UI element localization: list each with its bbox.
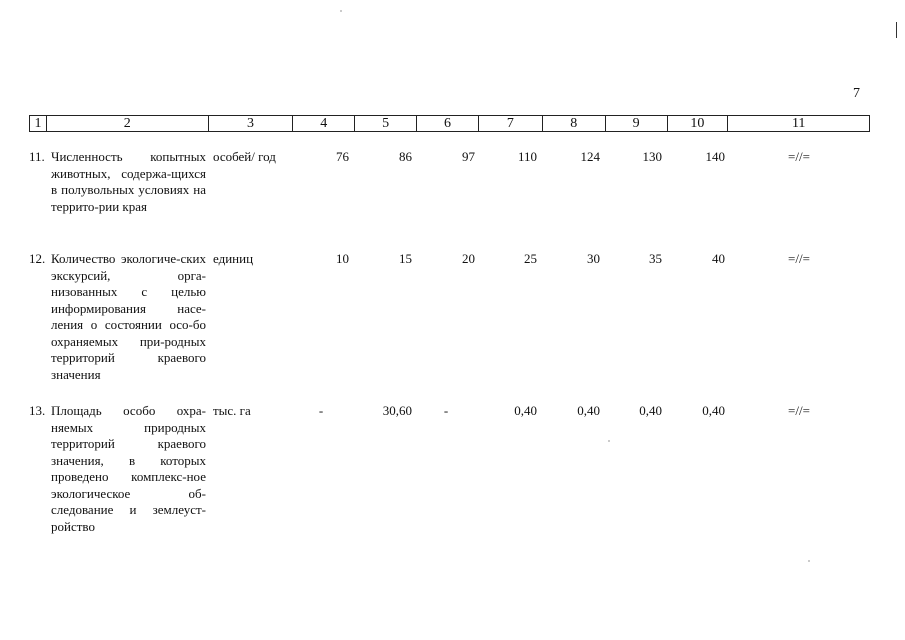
value-col-10: 40	[712, 251, 725, 266]
header-col-9: 9	[606, 116, 668, 131]
scan-speck	[808, 560, 810, 562]
value-col-11: =//=	[788, 403, 810, 418]
header-col-2: 2	[47, 116, 209, 131]
value-col-7: 110	[517, 149, 537, 164]
row-unit: единиц	[213, 251, 254, 266]
row-number: 13.	[29, 403, 46, 418]
row-description: Количество экологиче-ских экскурсий, орга-низованных с целью информирования насе-ления о состоянии осо-бо охраняемых при-родных территорий краевого значения	[51, 251, 206, 382]
row-description: Площадь особо охра-няемых природных территорий краевого значения, в которых проведено комплекс-ное экологическое об-следование и землеуст-ройство	[51, 403, 206, 534]
header-col-6: 6	[417, 116, 479, 131]
value-col-4: 76	[336, 149, 349, 164]
value-col-6: -	[443, 403, 449, 418]
page-number: 7	[853, 86, 860, 101]
row-unit: особей/ год	[213, 149, 276, 164]
header-col-5: 5	[355, 116, 417, 131]
scan-speck	[608, 440, 610, 442]
value-col-6: 20	[462, 251, 475, 266]
header-col-7: 7	[479, 116, 543, 131]
value-col-10: 0,40	[702, 403, 725, 418]
scan-edge-mark	[896, 22, 897, 38]
row-number: 12.	[29, 251, 46, 266]
scan-speck	[340, 10, 342, 12]
row-number: 11.	[29, 149, 45, 164]
value-col-11: =//=	[788, 251, 810, 266]
header-col-1: 1	[30, 116, 47, 131]
header-col-4: 4	[293, 116, 355, 131]
value-col-4: -	[318, 403, 324, 418]
value-col-9: 130	[642, 149, 662, 164]
value-col-8: 30	[587, 251, 600, 266]
header-col-11: 11	[791, 116, 806, 131]
value-col-7: 0,40	[514, 403, 537, 418]
value-col-7: 25	[524, 251, 537, 266]
value-col-9: 35	[649, 251, 662, 266]
value-col-11: =//=	[788, 149, 810, 164]
value-col-5: 30,60	[382, 403, 412, 418]
value-col-10: 140	[705, 149, 725, 164]
value-col-6: 97	[462, 149, 475, 164]
value-col-5: 15	[399, 251, 412, 266]
value-col-8: 124	[580, 149, 600, 164]
header-col-3: 3	[209, 116, 294, 131]
row-description: Численность копытных животных, содержа-щихся в полувольных условиях на террито-рии края	[51, 149, 206, 214]
value-col-8: 0,40	[577, 403, 600, 418]
value-col-4: 10	[336, 251, 349, 266]
header-col-10: 10	[668, 116, 729, 131]
value-col-5: 86	[399, 149, 412, 164]
row-unit: тыс. га	[213, 403, 251, 418]
column-number-header	[29, 115, 870, 132]
value-col-9: 0,40	[639, 403, 662, 418]
header-col-8: 8	[543, 116, 606, 131]
